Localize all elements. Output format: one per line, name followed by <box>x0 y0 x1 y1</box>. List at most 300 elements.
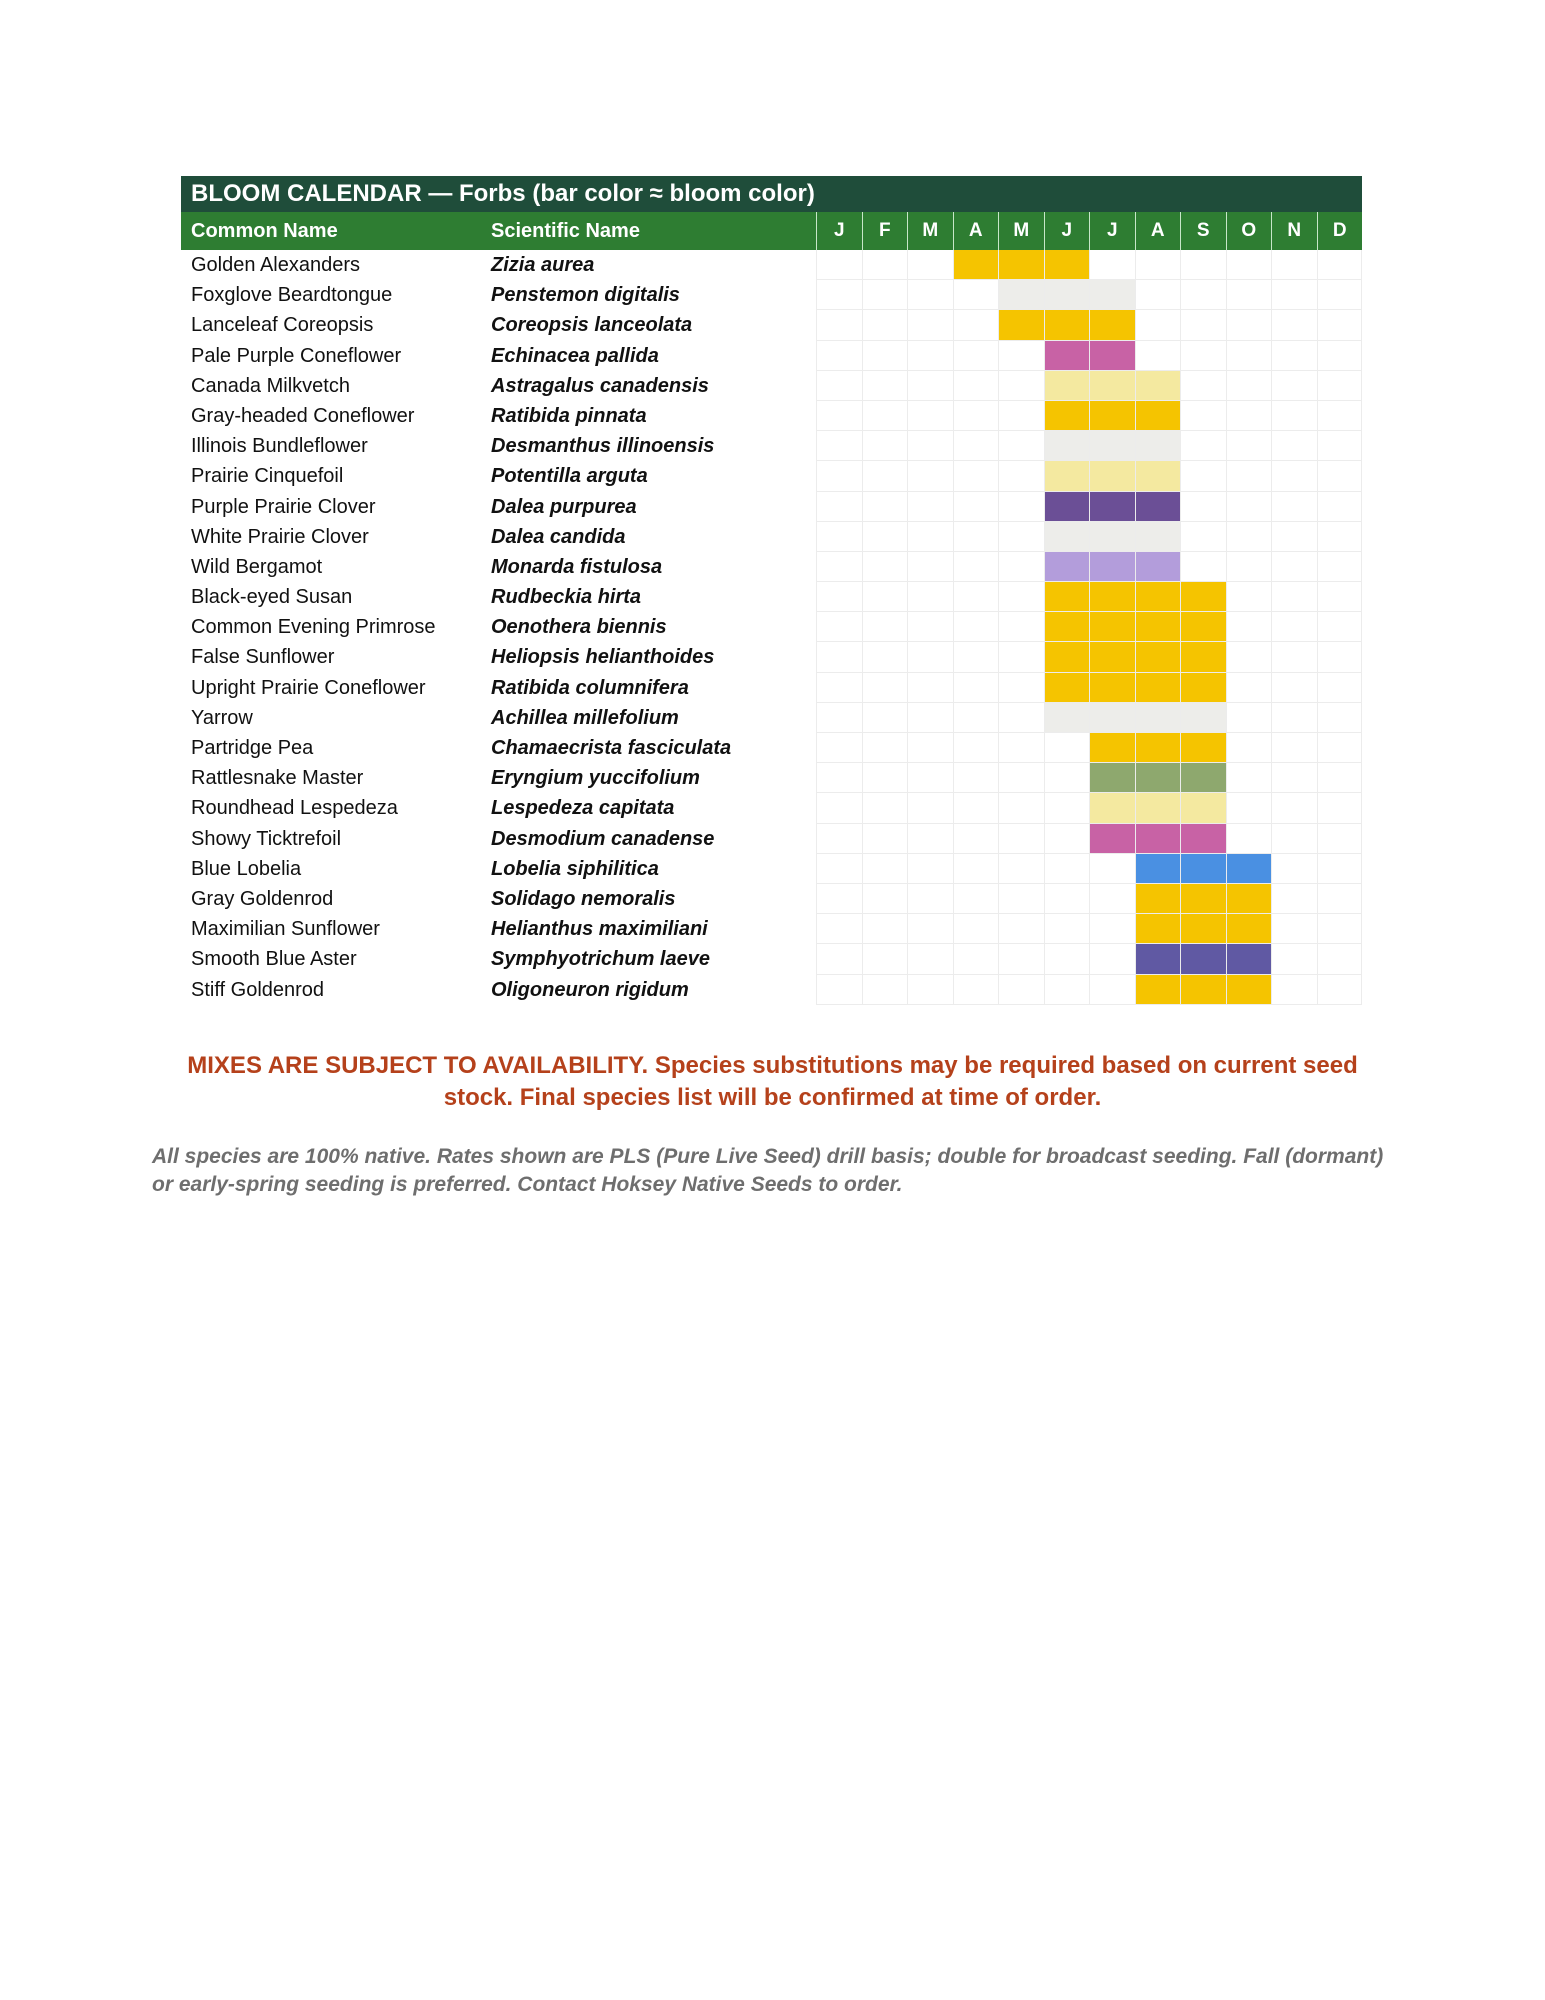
empty-month-cell <box>1089 914 1135 944</box>
empty-month-cell <box>1135 250 1181 280</box>
empty-month-cell <box>1226 522 1272 552</box>
common-name-cell: Stiff Goldenrod <box>191 978 325 1001</box>
availability-notice: MIXES ARE SUBJECT TO AVAILABILITY. Species substitutions may be required based on current seed stock. Final species list will be confirmed at time of order. <box>187 1052 1358 1111</box>
scientific-name-cell: Lespedeza capitata <box>491 797 675 820</box>
bloom-bar-cell <box>1135 461 1181 491</box>
empty-month-cell <box>953 673 999 703</box>
bloom-bar-cell <box>1135 824 1181 854</box>
empty-month-cell <box>907 703 953 733</box>
empty-month-cell <box>1317 703 1363 733</box>
empty-month-cell <box>1044 914 1090 944</box>
empty-month-cell <box>1317 884 1363 914</box>
empty-month-cell <box>907 310 953 340</box>
empty-month-cell <box>998 824 1044 854</box>
scientific-name-cell: Oligoneuron rigidum <box>491 978 689 1001</box>
empty-month-cell <box>998 733 1044 763</box>
table-row <box>181 824 1362 854</box>
bloom-bar-cell <box>1135 401 1181 431</box>
bloom-bar-cell <box>1089 763 1135 793</box>
empty-month-cell <box>1226 612 1272 642</box>
bloom-bar-cell <box>1135 944 1181 974</box>
bloom-bar-cell <box>1135 733 1181 763</box>
scientific-name-cell: Coreopsis lanceolata <box>491 314 693 337</box>
table-row <box>181 250 1362 280</box>
empty-month-cell <box>862 642 908 672</box>
empty-month-cell <box>953 824 999 854</box>
empty-month-cell <box>1271 642 1317 672</box>
empty-month-cell <box>998 582 1044 612</box>
table-row <box>181 854 1362 884</box>
month-header: N <box>1271 212 1317 250</box>
bloom-bar-cell <box>1044 642 1090 672</box>
common-name-cell: Purple Prairie Clover <box>191 495 376 518</box>
table-row <box>181 793 1362 823</box>
empty-month-cell <box>998 461 1044 491</box>
table-row <box>181 763 1362 793</box>
empty-month-cell <box>907 975 953 1005</box>
bloom-bar-cell <box>1135 763 1181 793</box>
bloom-bar-cell <box>1044 552 1090 582</box>
bloom-bar-cell <box>998 280 1044 310</box>
empty-month-cell <box>907 824 953 854</box>
empty-month-cell <box>1317 401 1363 431</box>
empty-month-cell <box>907 884 953 914</box>
empty-month-cell <box>953 401 999 431</box>
common-name-cell: Maximilian Sunflower <box>191 918 380 941</box>
bloom-bar-cell <box>1135 975 1181 1005</box>
bloom-bar-cell <box>1180 582 1226 612</box>
bloom-bar-cell <box>1044 371 1090 401</box>
empty-month-cell <box>1135 310 1181 340</box>
empty-month-cell <box>907 431 953 461</box>
empty-month-cell <box>1180 250 1226 280</box>
bloom-bar-cell <box>1135 612 1181 642</box>
empty-month-cell <box>1044 733 1090 763</box>
bloom-bar-cell <box>1135 854 1181 884</box>
bloom-bar-cell <box>1226 854 1272 884</box>
scientific-name-cell: Echinacea pallida <box>491 344 659 367</box>
empty-month-cell <box>1226 582 1272 612</box>
empty-month-cell <box>1317 763 1363 793</box>
empty-month-cell <box>998 371 1044 401</box>
bloom-bar-cell <box>1135 582 1181 612</box>
empty-month-cell <box>907 612 953 642</box>
empty-month-cell <box>1180 522 1226 552</box>
empty-month-cell <box>1317 522 1363 552</box>
bloom-bar-cell <box>1135 793 1181 823</box>
bloom-bar-cell <box>1089 371 1135 401</box>
empty-month-cell <box>953 582 999 612</box>
bloom-months <box>816 401 1362 431</box>
empty-month-cell <box>816 703 862 733</box>
empty-month-cell <box>953 733 999 763</box>
empty-month-cell <box>1180 280 1226 310</box>
empty-month-cell <box>816 461 862 491</box>
empty-month-cell <box>1271 824 1317 854</box>
bloom-bar-cell <box>1044 673 1090 703</box>
bloom-bar-cell <box>1135 552 1181 582</box>
empty-month-cell <box>1271 944 1317 974</box>
common-name-cell: Smooth Blue Aster <box>191 948 357 971</box>
common-name-cell: Prairie Cinquefoil <box>191 465 344 488</box>
empty-month-cell <box>953 884 999 914</box>
empty-month-cell <box>1089 250 1135 280</box>
empty-month-cell <box>907 461 953 491</box>
bloom-bar-cell <box>1044 703 1090 733</box>
empty-month-cell <box>816 582 862 612</box>
species-rows <box>181 250 1362 1005</box>
empty-month-cell <box>816 854 862 884</box>
month-header: O <box>1226 212 1272 250</box>
scientific-name-cell: Rudbeckia hirta <box>491 586 642 609</box>
empty-month-cell <box>862 673 908 703</box>
empty-month-cell <box>1317 431 1363 461</box>
empty-month-cell <box>953 642 999 672</box>
common-name-cell: Common Evening Primrose <box>191 616 436 639</box>
empty-month-cell <box>998 975 1044 1005</box>
bloom-months <box>816 642 1362 672</box>
empty-month-cell <box>816 522 862 552</box>
empty-month-cell <box>1317 642 1363 672</box>
bloom-bar-cell <box>1135 884 1181 914</box>
empty-month-cell <box>1271 854 1317 884</box>
bloom-bar-cell <box>1226 975 1272 1005</box>
bloom-bar-cell <box>1044 401 1090 431</box>
empty-month-cell <box>998 793 1044 823</box>
empty-month-cell <box>862 884 908 914</box>
bloom-bar-cell <box>1044 492 1090 522</box>
empty-month-cell <box>953 492 999 522</box>
empty-month-cell <box>998 552 1044 582</box>
empty-month-cell <box>907 642 953 672</box>
bloom-bar-cell <box>1044 461 1090 491</box>
bloom-bar-cell <box>1089 703 1135 733</box>
bloom-bar-cell <box>1089 642 1135 672</box>
empty-month-cell <box>1271 461 1317 491</box>
empty-month-cell <box>1317 824 1363 854</box>
empty-month-cell <box>1271 673 1317 703</box>
common-name-cell: Gray Goldenrod <box>191 887 334 910</box>
common-name-cell: Wild Bergamot <box>191 555 323 578</box>
empty-month-cell <box>862 944 908 974</box>
scientific-name-cell: Desmodium canadense <box>491 827 715 850</box>
empty-month-cell <box>907 733 953 763</box>
empty-month-cell <box>1271 280 1317 310</box>
bloom-bar-cell <box>1180 854 1226 884</box>
table-row <box>181 461 1362 491</box>
empty-month-cell <box>998 854 1044 884</box>
empty-month-cell <box>1180 431 1226 461</box>
empty-month-cell <box>816 552 862 582</box>
empty-month-cell <box>1180 461 1226 491</box>
empty-month-cell <box>1271 522 1317 552</box>
bloom-months <box>816 341 1362 371</box>
common-name-cell: White Prairie Clover <box>191 525 369 548</box>
empty-month-cell <box>862 975 908 1005</box>
bloom-bar-cell <box>1180 914 1226 944</box>
empty-month-cell <box>907 371 953 401</box>
empty-month-cell <box>1317 793 1363 823</box>
common-name-cell: Golden Alexanders <box>191 254 361 276</box>
scientific-name-cell: Dalea candida <box>491 525 626 548</box>
empty-month-cell <box>907 250 953 280</box>
empty-month-cell <box>1317 250 1363 280</box>
empty-month-cell <box>862 492 908 522</box>
scientific-name-cell: Ratibida columnifera <box>491 676 689 699</box>
common-name-cell: Roundhead Lespedeza <box>191 797 398 820</box>
bloom-bar-cell <box>1180 733 1226 763</box>
empty-month-cell <box>953 793 999 823</box>
bloom-months <box>816 763 1362 793</box>
common-name-cell: Illinois Bundleflower <box>191 435 368 458</box>
common-name-cell: Yarrow <box>191 706 253 729</box>
empty-month-cell <box>1135 341 1181 371</box>
empty-month-cell <box>816 310 862 340</box>
empty-month-cell <box>1089 975 1135 1005</box>
empty-month-cell <box>1044 944 1090 974</box>
table-row <box>181 944 1362 974</box>
bloom-months <box>816 914 1362 944</box>
empty-month-cell <box>816 371 862 401</box>
bloom-bar-cell <box>1135 673 1181 703</box>
empty-month-cell <box>1226 341 1272 371</box>
empty-month-cell <box>816 280 862 310</box>
empty-month-cell <box>998 341 1044 371</box>
empty-month-cell <box>1271 793 1317 823</box>
empty-month-cell <box>816 763 862 793</box>
table-row <box>181 673 1362 703</box>
empty-month-cell <box>1317 673 1363 703</box>
bloom-bar-cell <box>1044 612 1090 642</box>
empty-month-cell <box>1226 703 1272 733</box>
scientific-name-cell: Symphyotrichum laeve <box>491 948 710 971</box>
empty-month-cell <box>1317 582 1363 612</box>
empty-month-cell <box>953 552 999 582</box>
empty-month-cell <box>816 401 862 431</box>
month-header: F <box>862 212 908 250</box>
bloom-months <box>816 492 1362 522</box>
empty-month-cell <box>1180 401 1226 431</box>
empty-month-cell <box>862 703 908 733</box>
bloom-bar-cell <box>1180 975 1226 1005</box>
empty-month-cell <box>1089 854 1135 884</box>
bloom-bar-cell <box>1180 824 1226 854</box>
empty-month-cell <box>953 854 999 884</box>
common-name-cell: Pale Purple Coneflower <box>191 344 402 367</box>
empty-month-cell <box>1180 371 1226 401</box>
bloom-bar-cell <box>1135 703 1181 733</box>
empty-month-cell <box>816 975 862 1005</box>
empty-month-cell <box>1317 341 1363 371</box>
empty-month-cell <box>907 522 953 552</box>
bloom-bar-cell <box>1180 673 1226 703</box>
empty-month-cell <box>862 582 908 612</box>
empty-month-cell <box>998 944 1044 974</box>
empty-month-cell <box>1271 552 1317 582</box>
empty-month-cell <box>998 522 1044 552</box>
empty-month-cell <box>1226 250 1272 280</box>
common-name-cell: Upright Prairie Coneflower <box>191 676 426 699</box>
month-header: A <box>1135 212 1181 250</box>
bloom-months <box>816 250 1362 280</box>
empty-month-cell <box>862 733 908 763</box>
empty-month-cell <box>1226 673 1272 703</box>
empty-month-cell <box>1226 371 1272 401</box>
empty-month-cell <box>1317 854 1363 884</box>
bloom-months <box>816 371 1362 401</box>
empty-month-cell <box>816 944 862 974</box>
scientific-name-cell: Heliopsis helianthoides <box>491 646 715 669</box>
empty-month-cell <box>1317 733 1363 763</box>
scientific-name-cell: Eryngium yuccifolium <box>491 767 700 790</box>
bloom-bar-cell <box>1089 673 1135 703</box>
empty-month-cell <box>816 673 862 703</box>
empty-month-cell <box>953 703 999 733</box>
month-headers <box>816 212 1362 250</box>
table-row <box>181 582 1362 612</box>
bloom-bar-cell <box>1089 612 1135 642</box>
empty-month-cell <box>953 944 999 974</box>
empty-month-cell <box>1271 492 1317 522</box>
empty-month-cell <box>1180 341 1226 371</box>
empty-month-cell <box>998 431 1044 461</box>
scientific-name-cell: Lobelia siphilitica <box>491 857 659 880</box>
empty-month-cell <box>1317 461 1363 491</box>
common-name-cell: Canada Milkvetch <box>191 374 350 397</box>
bloom-bar-cell <box>1135 642 1181 672</box>
bloom-bar-cell <box>1089 280 1135 310</box>
empty-month-cell <box>907 582 953 612</box>
empty-month-cell <box>1271 401 1317 431</box>
bloom-bar-cell <box>1135 914 1181 944</box>
common-name-cell: Blue Lobelia <box>191 857 302 880</box>
empty-month-cell <box>1226 793 1272 823</box>
empty-month-cell <box>998 763 1044 793</box>
empty-month-cell <box>998 914 1044 944</box>
empty-month-cell <box>862 461 908 491</box>
empty-month-cell <box>1226 763 1272 793</box>
empty-month-cell <box>1317 914 1363 944</box>
table-row <box>181 341 1362 371</box>
empty-month-cell <box>1226 824 1272 854</box>
scientific-name-cell: Desmanthus illinoensis <box>491 435 715 458</box>
empty-month-cell <box>1271 612 1317 642</box>
bloom-months <box>816 431 1362 461</box>
empty-month-cell <box>816 914 862 944</box>
bloom-bar-cell <box>1044 582 1090 612</box>
empty-month-cell <box>907 492 953 522</box>
bloom-bar-cell <box>1135 492 1181 522</box>
empty-month-cell <box>816 824 862 854</box>
scientific-name-cell: Dalea purpurea <box>491 495 637 518</box>
bloom-months <box>816 280 1362 310</box>
empty-month-cell <box>1317 944 1363 974</box>
month-header: M <box>907 212 953 250</box>
table-row <box>181 884 1362 914</box>
empty-month-cell <box>1271 582 1317 612</box>
empty-month-cell <box>1317 280 1363 310</box>
empty-month-cell <box>907 401 953 431</box>
common-name-cell: Showy Ticktrefoil <box>191 827 342 850</box>
table-row <box>181 975 1362 1005</box>
common-name-cell: Gray-headed Coneflower <box>191 404 415 427</box>
empty-month-cell <box>953 612 999 642</box>
bloom-bar-cell <box>1180 884 1226 914</box>
empty-month-cell <box>1271 371 1317 401</box>
empty-month-cell <box>1044 884 1090 914</box>
table-row <box>181 733 1362 763</box>
empty-month-cell <box>1044 854 1090 884</box>
empty-month-cell <box>816 250 862 280</box>
table-row <box>181 552 1362 582</box>
empty-month-cell <box>862 522 908 552</box>
empty-month-cell <box>1271 341 1317 371</box>
empty-month-cell <box>862 250 908 280</box>
bloom-bar-cell <box>1180 793 1226 823</box>
empty-month-cell <box>816 431 862 461</box>
seeding-footnote: All species are 100% native. Rates shown are PLS (Pure Live Seed) drill basis; double for broadcast seeding. Fall (dormant) or early-spring seeding is preferred. Contact Hoksey Native Seeds to order. <box>152 1145 1384 1196</box>
bloom-bar-cell <box>1226 884 1272 914</box>
empty-month-cell <box>953 914 999 944</box>
bloom-bar-cell <box>1044 522 1090 552</box>
empty-month-cell <box>862 431 908 461</box>
bloom-bar-cell <box>1135 371 1181 401</box>
bloom-bar-cell <box>1089 824 1135 854</box>
empty-month-cell <box>1044 793 1090 823</box>
bloom-bar-cell <box>1180 763 1226 793</box>
empty-month-cell <box>862 914 908 944</box>
bloom-bar-cell <box>1135 522 1181 552</box>
bloom-months <box>816 733 1362 763</box>
empty-month-cell <box>1271 914 1317 944</box>
empty-month-cell <box>1226 552 1272 582</box>
empty-month-cell <box>816 341 862 371</box>
empty-month-cell <box>862 552 908 582</box>
bloom-months <box>816 975 1362 1005</box>
common-name-cell: False Sunflower <box>191 646 335 669</box>
bloom-bar-cell <box>1044 310 1090 340</box>
bloom-bar-cell <box>1089 552 1135 582</box>
table-row <box>181 642 1362 672</box>
empty-month-cell <box>1226 642 1272 672</box>
table-row <box>181 612 1362 642</box>
empty-month-cell <box>862 371 908 401</box>
empty-month-cell <box>862 763 908 793</box>
empty-month-cell <box>907 914 953 944</box>
empty-month-cell <box>1317 492 1363 522</box>
table-row <box>181 492 1362 522</box>
scientific-name-cell: Potentilla arguta <box>491 465 648 488</box>
calendar-header-row <box>181 212 1362 250</box>
scientific-name-cell: Astragalus canadensis <box>491 374 709 397</box>
calendar-title: BLOOM CALENDAR — Forbs (bar color ≈ bloom color) <box>181 176 1362 212</box>
empty-month-cell <box>953 310 999 340</box>
empty-month-cell <box>1317 552 1363 582</box>
empty-month-cell <box>1271 975 1317 1005</box>
empty-month-cell <box>1317 975 1363 1005</box>
empty-month-cell <box>953 763 999 793</box>
empty-month-cell <box>816 793 862 823</box>
bloom-months <box>816 612 1362 642</box>
month-header: A <box>953 212 999 250</box>
bloom-bar-cell <box>1089 310 1135 340</box>
empty-month-cell <box>862 310 908 340</box>
empty-month-cell <box>1180 552 1226 582</box>
empty-month-cell <box>907 944 953 974</box>
table-row <box>181 401 1362 431</box>
bloom-bar-cell <box>1089 492 1135 522</box>
empty-month-cell <box>862 824 908 854</box>
